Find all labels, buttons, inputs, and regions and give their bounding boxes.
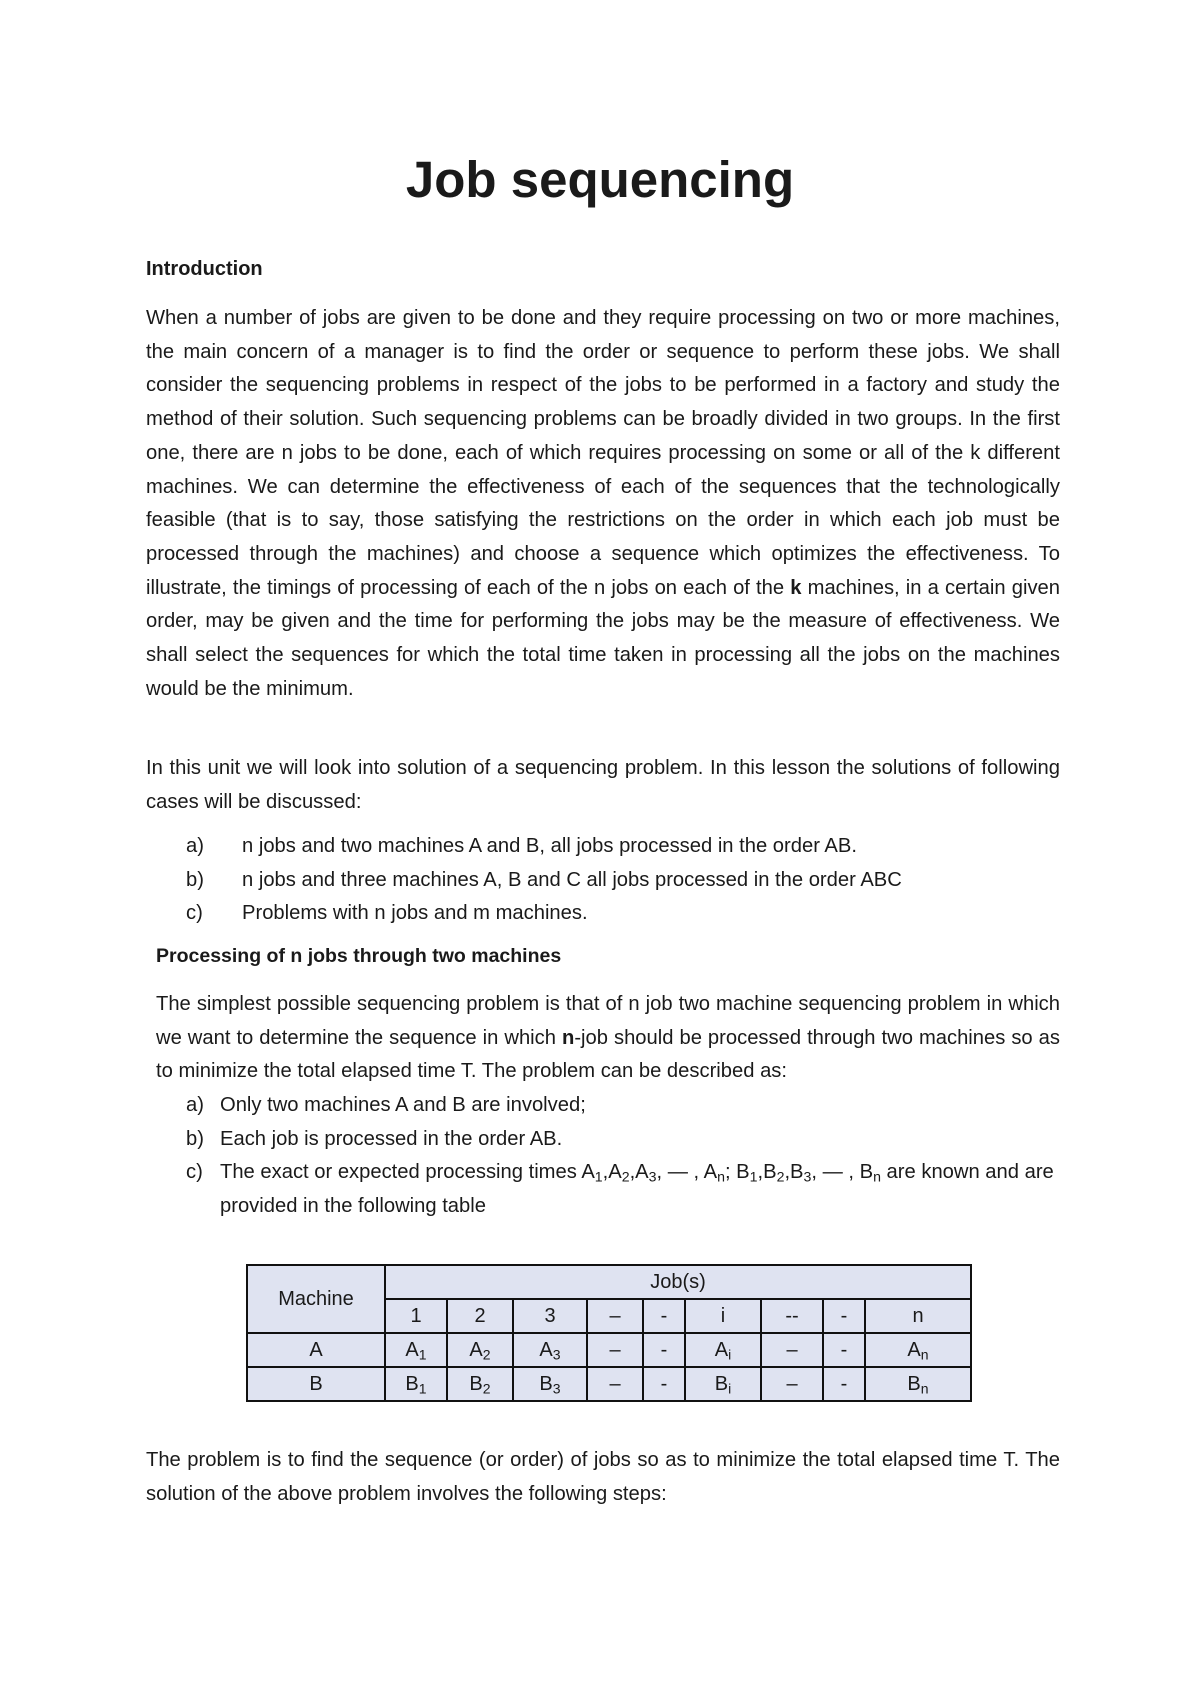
list-item xyxy=(186,1089,1066,1123)
jobs-header: Job(s) xyxy=(385,1265,971,1299)
section-text-part1: The simplest possible sequencing problem is that of n job two machine sequencing problem in which we want to determine the sequence in which xyxy=(156,993,1060,1049)
unit-paragraph: In this unit we will look into solution of a sequencing problem. In this lesson the solutions of following cases will be discussed: xyxy=(146,757,1060,813)
list-marker: a) xyxy=(186,1094,204,1116)
list-item-text: Each job is processed in the order AB. xyxy=(220,1127,563,1150)
machine-label: A xyxy=(247,1333,385,1367)
section-text-bold: n xyxy=(561,1026,575,1049)
table-cell: $A_3$ xyxy=(513,1333,587,1367)
conditions-list xyxy=(186,1089,1066,1224)
table-cell: $A_n$ xyxy=(865,1333,971,1367)
table-cell: – xyxy=(761,1333,823,1367)
table-cell: $B_2$ xyxy=(447,1367,513,1401)
job-label: – xyxy=(587,1299,643,1333)
job-label: - xyxy=(823,1299,865,1333)
list-item-text: Only two machines A and B are involved; xyxy=(220,1094,586,1116)
processing-times-table xyxy=(246,1264,972,1402)
list-item xyxy=(186,830,902,864)
table-cell: $B_1$ xyxy=(385,1367,447,1401)
list-item-text: n jobs and three machines A, B and C all jobs processed in the order ABC xyxy=(242,868,902,891)
job-label: - xyxy=(643,1299,685,1333)
list-item-text: Problems with n jobs and m machines. xyxy=(242,902,588,925)
job-label: i xyxy=(685,1299,761,1333)
list-item-text: n jobs and two machines A and B, all jobs processed in the order AB. xyxy=(242,835,857,857)
table-cell: $B_3$ xyxy=(513,1367,587,1401)
intro-heading: Introduction xyxy=(146,258,263,280)
section-paragraph xyxy=(156,988,1060,1089)
page-title: Job sequencing xyxy=(405,151,795,208)
intro-text-part1: When a number of jobs are given to be done and they require processing on two or more machines, the main concern of a manager is to find the order or sequence to perform these jobs. We shall consider the sequencing problems in respect of the jobs to be performed in a factory and study the method of their solution. Such sequencing problems can be broadly divided in two groups. In the first one, there are n jobs to be done, each of which requires processing on some or all of the k different machines. We can determine the effectiveness of each of the sequences that the technologically feasible (that is to say, those satisfying the restrictions on the order in which each job must be processed through the machines) and choose a sequence which optimizes the effectiveness. To illustrate, the timings of processing of each of the n jobs on each of the xyxy=(146,307,1060,599)
list-marker: b) xyxy=(186,868,204,891)
intro-paragraph xyxy=(146,302,1060,706)
closing-paragraph: The problem is to find the sequence (or order) of jobs so as to minimize the total elapsed time T. The solution of the above problem involves the following steps: xyxy=(146,1449,1060,1505)
table-cell: – xyxy=(587,1367,643,1401)
list-marker: a) xyxy=(186,835,204,857)
machine-label: B xyxy=(247,1367,385,1401)
table-cell: $B_n$ xyxy=(865,1367,971,1401)
cases-list xyxy=(186,830,902,931)
table-row xyxy=(247,1333,971,1367)
section-text-part2: -job should be processed through two machines so as to minimize the total elapsed time T. The problem can be described as: xyxy=(156,1026,1060,1083)
list-item-text: The exact or expected processing times $A_1,A_2,A_3$, — , $A_n$; $B_1,B_2,B_3$, — , $B_n$ are known and are provided in the following table xyxy=(220,1161,1054,1218)
job-label: 2 xyxy=(447,1299,513,1333)
table-header-row xyxy=(247,1265,971,1299)
machine-header: Machine xyxy=(247,1265,385,1333)
table-cell: - xyxy=(643,1367,685,1401)
list-item xyxy=(186,864,902,898)
table-cell: - xyxy=(823,1367,865,1401)
list-item xyxy=(186,1123,1066,1157)
intro-text-part2: machines, in a certain given order, may be given and the time for performing the jobs may be the measure of effectiveness. We shall select the sequences for which the total time taken in processing all the jobs on the machines would be the minimum. xyxy=(146,576,1061,700)
intro-text-bold: k xyxy=(790,576,802,599)
table-cell: - xyxy=(643,1333,685,1367)
job-label: 1 xyxy=(385,1299,447,1333)
table-cell: $A_1$ xyxy=(385,1333,447,1367)
list-item xyxy=(186,1156,1066,1223)
list-marker: b) xyxy=(186,1127,204,1150)
list-marker: c) xyxy=(186,1161,203,1184)
list-item xyxy=(186,897,902,931)
job-label: 3 xyxy=(513,1299,587,1333)
table-row xyxy=(247,1367,971,1401)
job-label: n xyxy=(865,1299,971,1333)
table-cell: $A_i$ xyxy=(685,1333,761,1367)
job-label: -- xyxy=(761,1299,823,1333)
table-cell: – xyxy=(587,1333,643,1367)
table-cell: $B_i$ xyxy=(685,1367,761,1401)
table-cell: $A_2$ xyxy=(447,1333,513,1367)
table-cell: - xyxy=(823,1333,865,1367)
section-heading: Processing of n jobs through two machines xyxy=(156,945,562,967)
list-marker: c) xyxy=(186,902,203,925)
table-cell: – xyxy=(761,1367,823,1401)
